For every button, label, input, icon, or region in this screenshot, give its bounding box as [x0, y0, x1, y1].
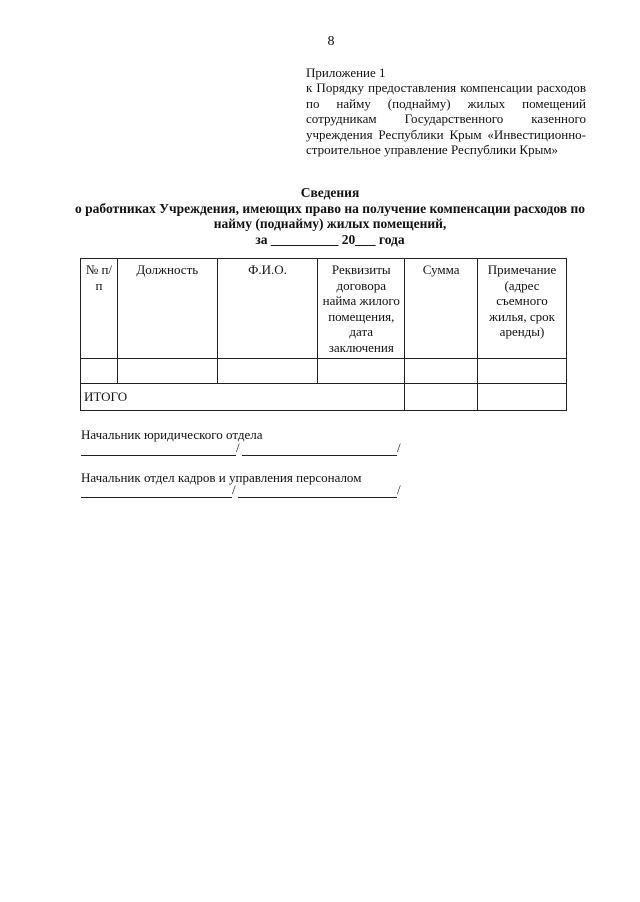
name-line — [242, 455, 397, 456]
signature-label-legal: Начальник юридического отдела — [81, 427, 263, 442]
signature-line — [81, 497, 232, 498]
table-cell — [405, 359, 478, 384]
appendix-line: по найму (поднайму) жилых помещений — [306, 95, 586, 111]
appendix-block — [306, 65, 586, 157]
total-row — [81, 384, 567, 411]
total-label: ИТОГО — [81, 384, 405, 411]
appendix-line: строительное управление Республики Крым» — [306, 142, 559, 158]
signature-end: / — [397, 440, 401, 455]
employees-table — [80, 258, 567, 411]
total-note-cell — [478, 384, 567, 411]
column-header-note: Примечание (адрес съемного жилья, срок аренды) — [478, 259, 567, 359]
appendix-line: Приложение 1 — [306, 65, 386, 80]
page-number: 8 — [327, 34, 335, 49]
table-cell — [217, 359, 318, 384]
report-period: за __________ 20___ года — [255, 232, 405, 247]
column-header-number: № п/п — [81, 259, 118, 359]
document-heading: Сведения — [300, 185, 360, 200]
table-row — [81, 359, 567, 384]
column-header-full-name: Ф.И.О. — [217, 259, 318, 359]
signature-line — [81, 455, 236, 456]
name-line — [238, 497, 397, 498]
signature-label-hr: Начальник отдел кадров и управления персоналом — [81, 470, 362, 485]
signature-separator: / — [236, 440, 240, 455]
signature-separator: / — [232, 482, 236, 497]
table-cell — [478, 359, 567, 384]
table-cell — [117, 359, 217, 384]
total-amount-cell — [405, 384, 478, 411]
document-subtitle-cont: найму (поднайму) жилых помещений, — [213, 216, 447, 231]
signature-end: / — [397, 482, 401, 497]
table-cell — [318, 359, 405, 384]
column-header-position: Должность — [117, 259, 217, 359]
column-header-contract-details: Реквизиты договора найма жилого помещения, дата заключения — [318, 259, 405, 359]
column-header-amount: Сумма — [405, 259, 478, 359]
table-header-row — [81, 259, 567, 359]
appendix-line: сотрудникам Государственного казенного — [306, 111, 586, 127]
appendix-line: к Порядку предоставления компенсации расходов — [306, 80, 586, 96]
document-subtitle: о работниках Учреждения, имеющих право на получение компенсации расходов по — [74, 201, 585, 216]
table-cell — [81, 359, 118, 384]
appendix-line: учреждения Республики Крым «Инвестиционно- — [306, 126, 586, 142]
